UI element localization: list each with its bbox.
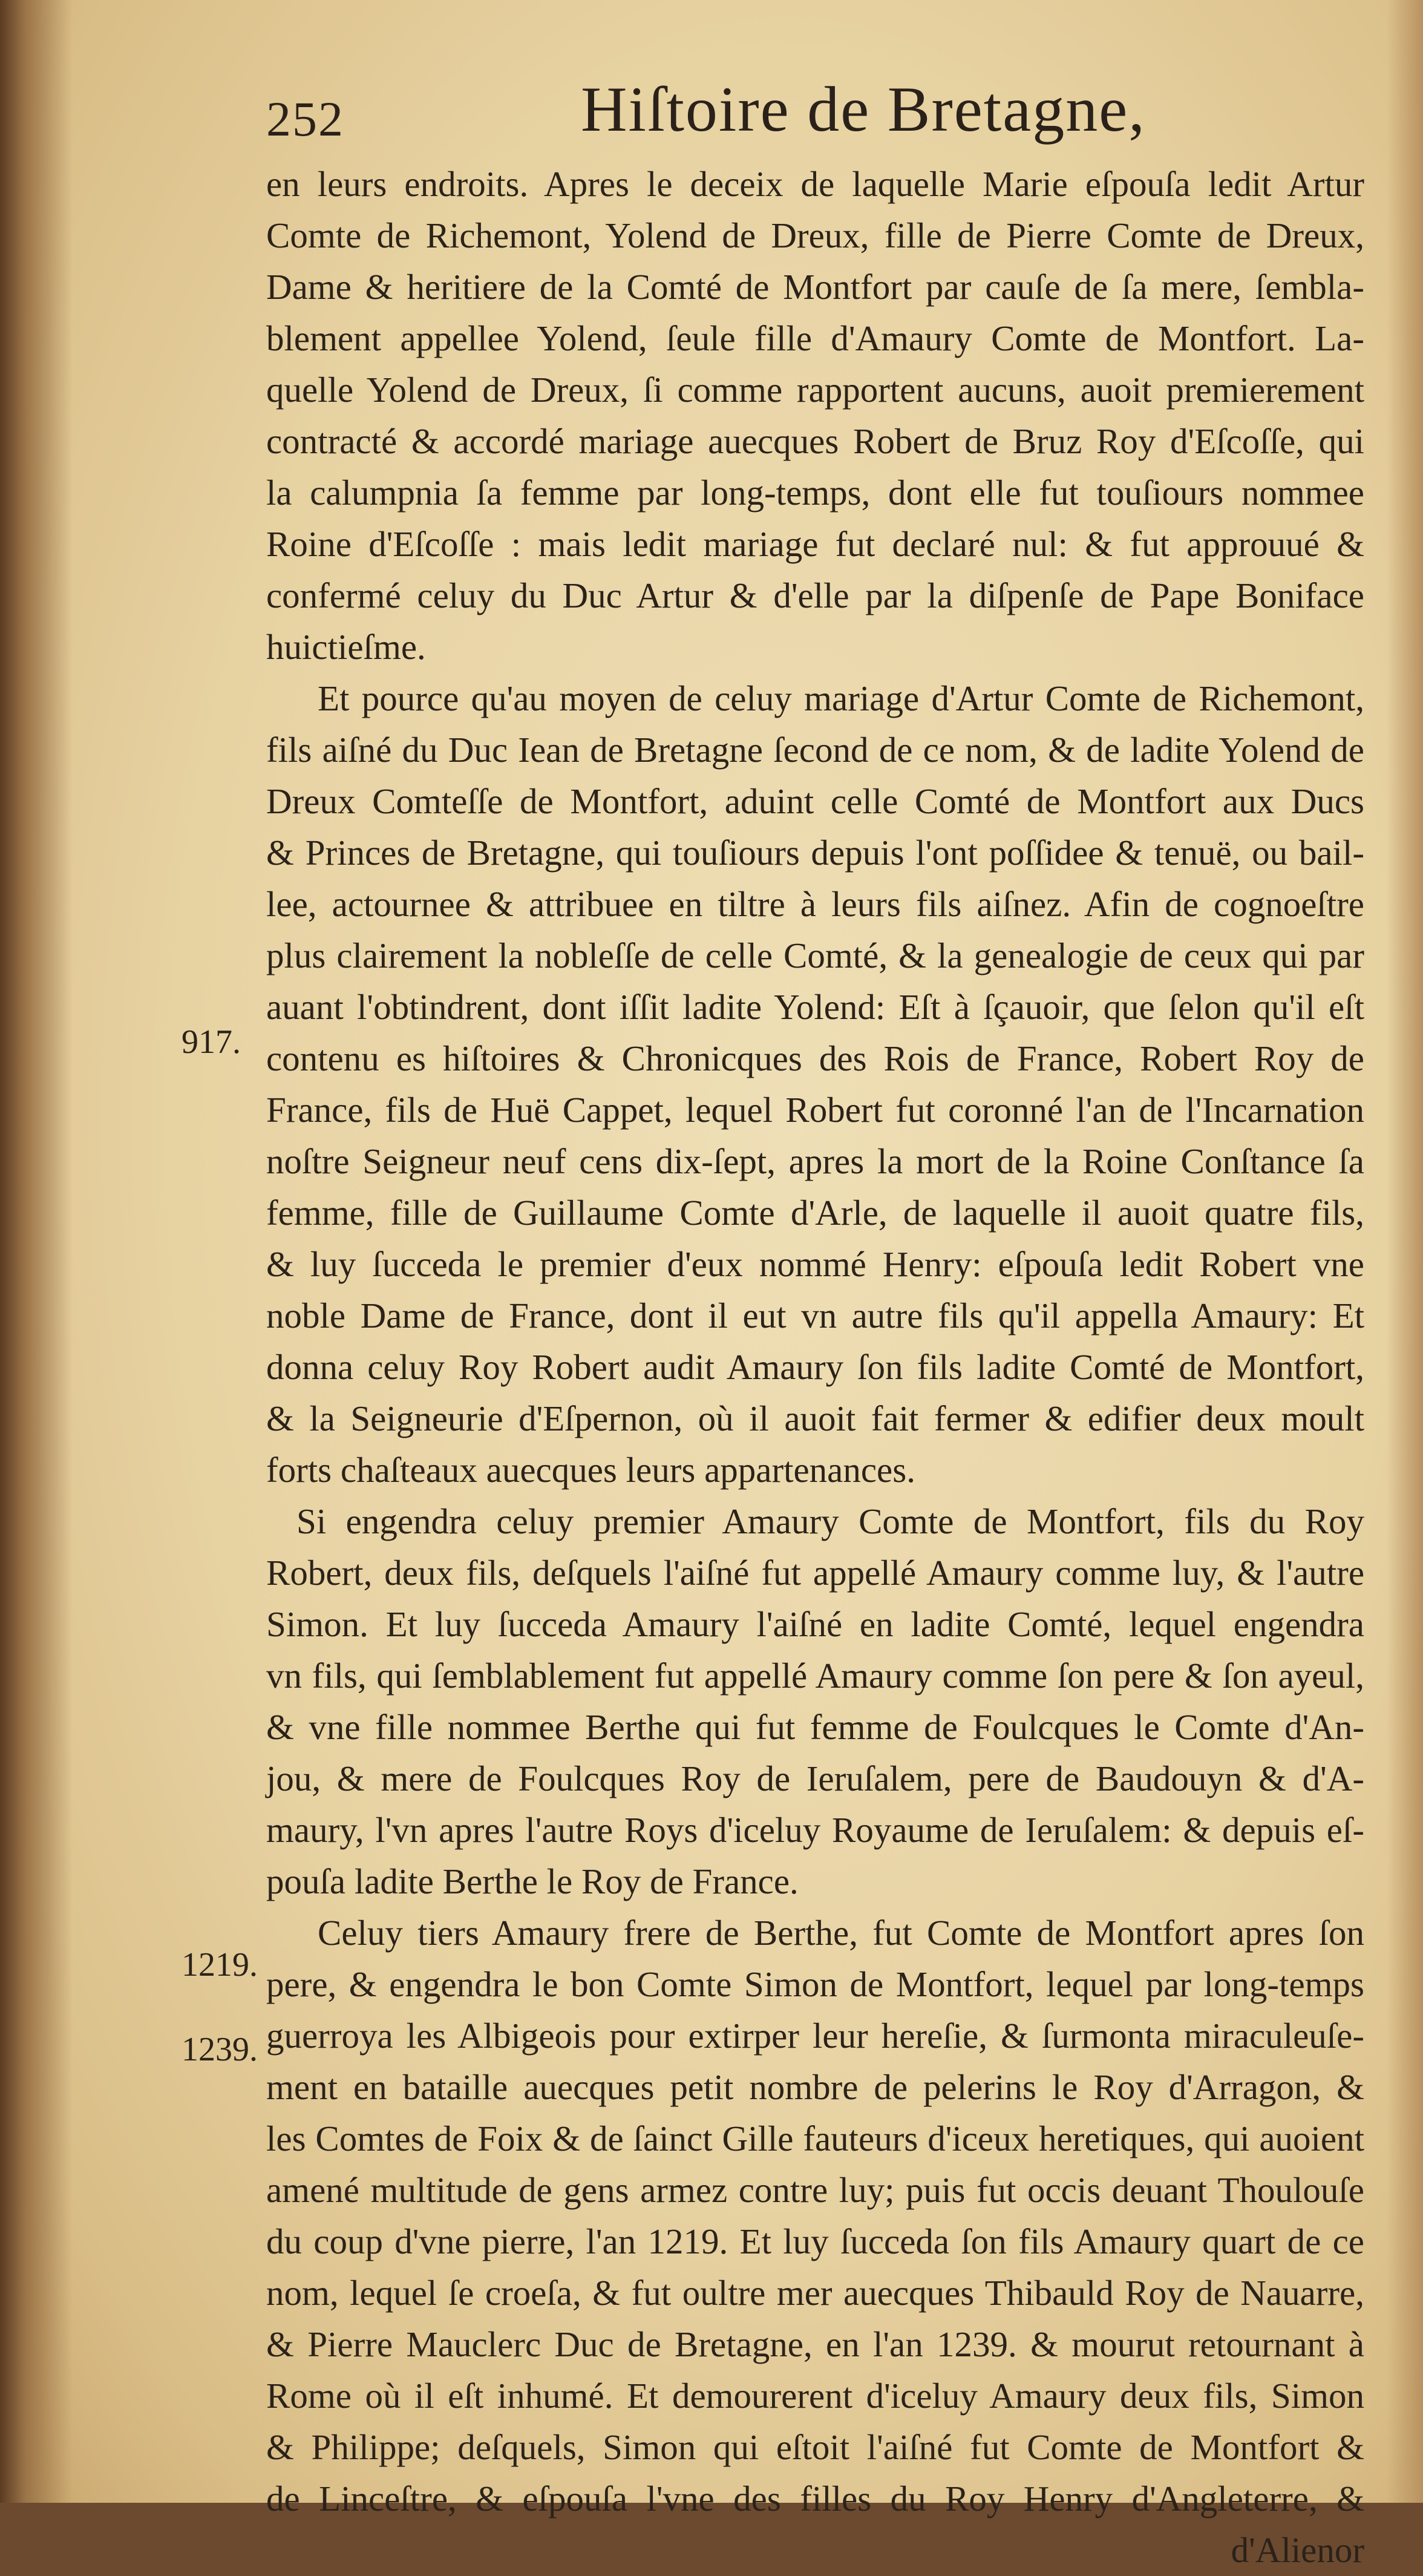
catchword: d'Alienor (1231, 2530, 1364, 2570)
text-line: jou, & mere de Foulcques Roy de Ieruſalem, pere de Baudouyn & d'A- (266, 1758, 1364, 1798)
text-line: Robert, deux fils, deſquels l'aiſné fut appellé Amaury comme luy, & l'autre (266, 1553, 1364, 1593)
running-head (266, 73, 1392, 157)
text-line: & Pierre Mauclerc Duc de Bretagne, en l'an 1239. & mourut retournant à (266, 2324, 1364, 2364)
text-line: Si engendra celuy premier Amaury Comte de Montfort, fils du Roy (296, 1501, 1364, 1541)
text-line: plus clairement la nobleſſe de celle Comté, & la genealogie de ceux qui par (266, 936, 1364, 975)
page-gutter-shadow (0, 0, 73, 2503)
text-line: amené multitude de gens armez contre luy; puis fut occis deuant Thoulouſe (266, 2170, 1364, 2210)
text-line: noble Dame de France, dont il eut vn autre fils qu'il appella Amaury: Et (266, 1296, 1364, 1336)
text-line: lee, actournee & attribuee en tiltre à leurs fils aiſnez. Afin de cognoeſtre (266, 884, 1364, 924)
text-line: Comte de Richemont, Yolend de Dreux, fille de Pierre Comte de Dreux, (266, 215, 1364, 255)
text-line: fils aiſné du Duc Iean de Bretagne ſecond de ce nom, & de ladite Yolend de (266, 730, 1364, 770)
text-line: de Linceſtre, & eſpouſa l'vne des filles du Roy Henry d'Angleterre, & (266, 2479, 1364, 2519)
text-line: France, fils de Huë Cappet, lequel Robert fut coronné l'an de l'Incarnation (266, 1090, 1364, 1130)
text-line: maury, l'vn apres l'autre Roys d'iceluy Royaume de Ieruſalem: & depuis eſ- (266, 1810, 1364, 1850)
text-line: & luy ſucceda le premier d'eux nommé Henry: eſpouſa ledit Robert vne (266, 1244, 1364, 1284)
page-edge-shadow (1387, 0, 1423, 2503)
text-line: quelle Yolend de Dreux, ſi comme rapportent aucuns, auoit premierement (266, 370, 1364, 410)
text-line: pere, & engendra le bon Comte Simon de Montfort, lequel par long-temps (266, 1964, 1364, 2004)
text-line: en leurs endroits. Apres le deceix de laquelle Marie eſpouſa ledit Artur (266, 164, 1364, 204)
text-line: femme, fille de Guillaume Comte d'Arle, de laquelle il auoit quatre fils, (266, 1193, 1364, 1233)
text-line: & Philippe; deſquels, Simon qui eſtoit l'aiſné fut Comte de Montfort & (266, 2427, 1364, 2467)
text-line: & la Seigneurie d'Eſpernon, où il auoit fait fermer & edifier deux moult (266, 1398, 1364, 1438)
text-line: Roine d'Eſcoſſe : mais ledit mariage fut declaré nul: & fut approuué & (266, 524, 1364, 564)
text-line: confermé celuy du Duc Artur & d'elle par la diſpenſe de Pape Boniface (266, 575, 1364, 615)
text-line: Dreux Comteſſe de Montfort, aduint celle Comté de Montfort aux Ducs (266, 781, 1364, 821)
text-line: Rome où il eſt inhumé. Et demourerent d'iceluy Amaury deux fils, Simon (266, 2376, 1364, 2416)
text-line: guerroya les Albigeois pour extirper leur hereſie, & ſurmonta miraculeuſe- (266, 2016, 1364, 2056)
text-line: huictieſme. (266, 627, 426, 667)
text-line: auant l'obtindrent, dont iſſit ladite Yolend: Eſt à ſçauoir, que ſelon qu'il eſt (266, 987, 1364, 1027)
text-line: vn fils, qui ſemblablement fut appellé Amaury comme ſon pere & ſon ayeul, (266, 1656, 1364, 1696)
margin-note-1219: 1219. (182, 1946, 258, 1984)
text-line: forts chaſteaux auecques leurs appartenances. (266, 1450, 915, 1490)
text-line: noſtre Seigneur neuf cens dix-ſept, apres la mort de la Roine Conſtance ſa (266, 1141, 1364, 1181)
text-line: Et pource qu'au moyen de celuy mariage d'Artur Comte de Richemont, (318, 678, 1364, 718)
body-text (266, 159, 1364, 2576)
text-line: Celuy tiers Amaury frere de Berthe, fut Comte de Montfort apres ſon (318, 1913, 1364, 1953)
text-line: pouſa ladite Berthe le Roy de France. (266, 1861, 799, 1901)
book-title: Hiſtoire de Bretagne, (581, 74, 1146, 145)
text-line: du coup d'vne pierre, l'an 1219. Et luy ſucceda ſon fils Amaury quart de ce (266, 2221, 1364, 2261)
text-line: & vne fille nommee Berthe qui fut femme de Foulcques le Comte d'An- (266, 1707, 1364, 1747)
text-line: contracté & accordé mariage auecques Robert de Bruz Roy d'Eſcoſſe, qui (266, 421, 1364, 461)
text-line: nom, lequel ſe croeſa, & fut oultre mer auecques Thibauld Roy de Nauarre, (266, 2273, 1364, 2313)
text-line: donna celuy Roy Robert audit Amaury ſon fils ladite Comté de Montfort, (266, 1347, 1364, 1387)
text-line: & Princes de Bretagne, qui touſiours depuis l'ont poſſidee & tenuë, ou bail- (266, 833, 1364, 873)
text-line: contenu es hiſtoires & Chronicques des Rois de France, Robert Roy de (266, 1038, 1364, 1078)
margin-note-917: 917. (182, 1023, 241, 1061)
text-line: ment en bataille auecques petit nombre de pelerins le Roy d'Arragon, & (266, 2067, 1364, 2107)
text-line: Simon. Et luy ſucceda Amaury l'aiſné en ladite Comté, lequel engendra (266, 1604, 1364, 1644)
text-line: Dame & heritiere de la Comté de Montfort par cauſe de ſa mere, ſembla- (266, 267, 1364, 307)
text-line: blement appellee Yolend, ſeule fille d'Amaury Comte de Montfort. La- (266, 318, 1364, 358)
text-line: les Comtes de Foix & de ſainct Gille fauteurs d'iceux heretiques, qui auoient (266, 2119, 1364, 2158)
page-number: 252 (266, 91, 344, 146)
margin-note-1239: 1239. (182, 2031, 258, 2068)
text-line: la calumpnia ſa femme par long-temps, dont elle fut touſiours nommee (266, 473, 1364, 513)
